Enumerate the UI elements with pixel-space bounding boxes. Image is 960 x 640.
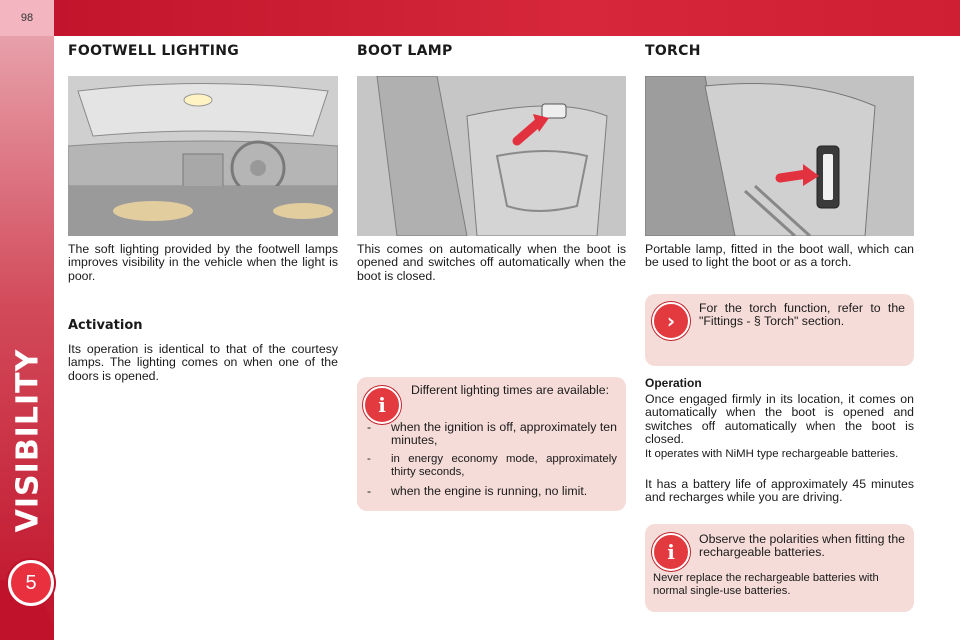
boot-lamp-photo	[357, 76, 626, 236]
chevron-right-icon: ›	[652, 302, 690, 340]
operation-title: Operation	[645, 376, 702, 390]
boot-lamp-text: This comes on automatically when the boot is opened and switches off automatically when the boot is closed.	[357, 242, 626, 283]
chapter-title: VISIBILITY	[10, 348, 46, 532]
chapter-number-badge: 5	[8, 560, 54, 606]
lighting-times-list	[361, 421, 617, 503]
info-icon: i	[652, 533, 690, 571]
activation-title: Activation	[68, 318, 143, 333]
operation-paragraph-2: It operates with NiMH type rechargeable batteries.	[645, 448, 899, 460]
info-icon: i	[363, 386, 401, 424]
footwell-photo	[68, 76, 338, 236]
list-item: - in energy economy mode, approximately thirty seconds,	[367, 452, 617, 479]
page-number: 98	[0, 0, 54, 36]
torch-title: TORCH	[645, 43, 701, 59]
list-item: - when the engine is running, no limit.	[367, 483, 588, 498]
torch-reference-text: For the torch function, refer to the "Fittings - § Torch" section.	[699, 301, 905, 329]
torch-photo	[645, 76, 914, 236]
battery-warning-note: Never replace the rechargeable batteries with normal single-use batteries.	[653, 572, 879, 597]
activation-text: Its operation is identical to that of the courtesy lamps. The lighting comes on when one of the doors is opened.	[68, 342, 338, 383]
operation-paragraph-3: It has a battery life of approximately 45 minutes and recharges while you are driving.	[645, 477, 914, 505]
battery-warning-text: Observe the polarities when fitting the rechargeable batteries.	[699, 532, 905, 560]
boot-lamp-title: BOOT LAMP	[357, 43, 453, 59]
list-item: - when the ignition is off, approximately ten minutes,	[367, 420, 617, 448]
lighting-times-lead: Different lighting times are available:	[411, 383, 609, 397]
torch-text: Portable lamp, fitted in the boot wall, which can be used to light the boot or as a torch.	[645, 242, 914, 270]
header-bar	[0, 0, 960, 36]
footwell-title: FOOTWELL LIGHTING	[68, 43, 240, 59]
operation-paragraph-1: Once engaged firmly in its location, it comes on automatically when the boot is opened and switches off automatically when the boot is closed.	[645, 392, 914, 447]
footwell-intro: The soft lighting provided by the footwell lamps improves visibility in the vehicle when the light is poor.	[68, 242, 338, 283]
